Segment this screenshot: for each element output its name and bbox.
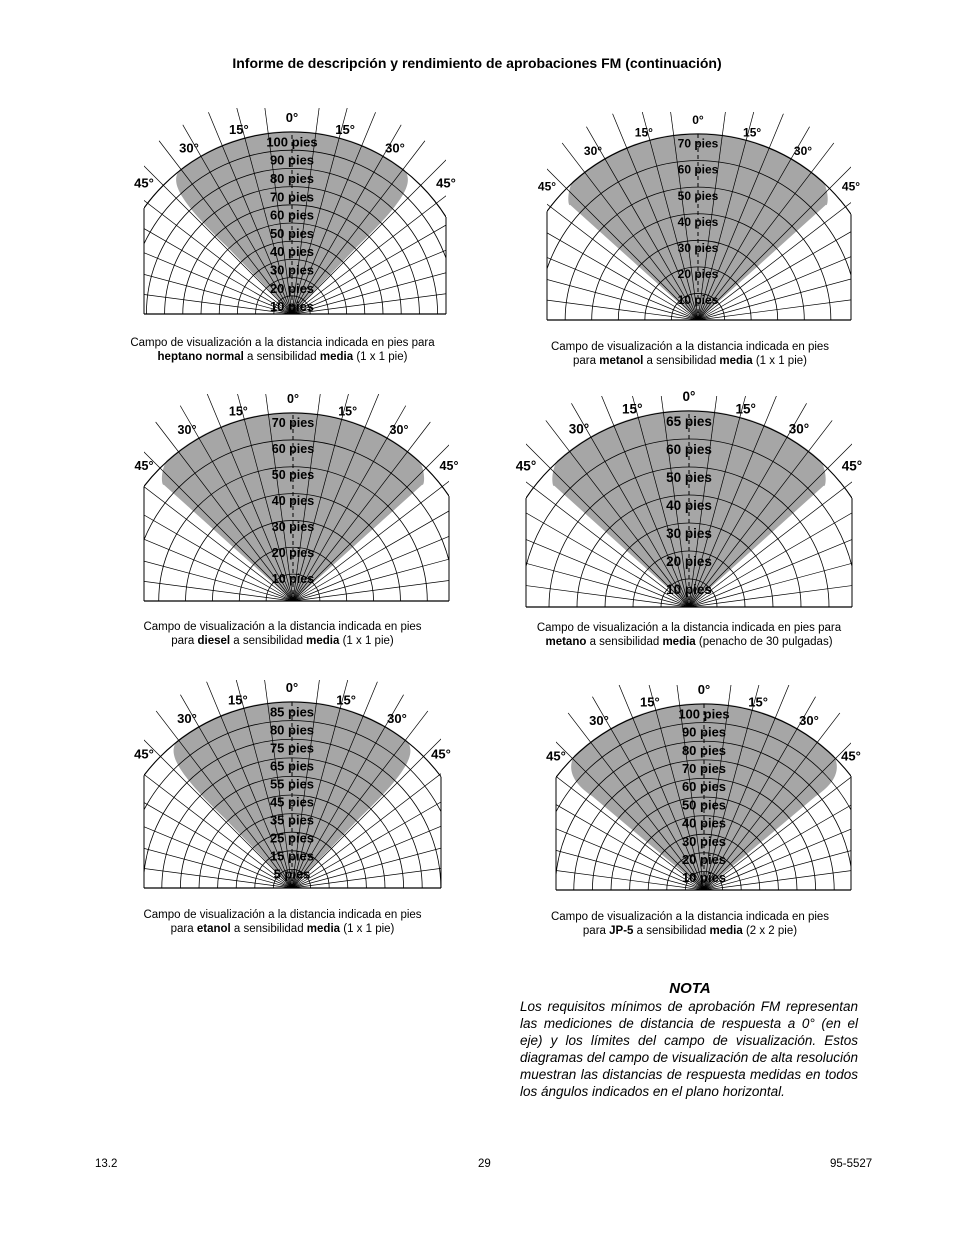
diagram-caption-heptane: Campo de visualización a la distancia indicada en pies para heptano normal a sensibilidad media (1 x 1 pie) [130,337,435,363]
distance-label: 65 pies [666,413,712,429]
angle-label-30-left: 30° [179,140,199,156]
angle-label-45-right: 45° [841,748,861,764]
distance-label: 75 pies [269,740,315,756]
angle-label-15-left: 15° [228,692,248,708]
distance-label: 100 pies [266,134,318,150]
distance-label: 65 pies [269,758,315,774]
distance-label: 20 pies [666,553,712,569]
field-of-view-diagram-diesel [134,392,459,605]
field-of-view-diagram-methanol [537,112,861,324]
distance-label: 70 pies [677,136,719,151]
distance-label: 40 pies [269,244,315,260]
angle-label-45-left: 45° [537,179,557,194]
note-body: Los requisitos mínimos de aprobación FM representan las mediciones de distancia de respuesta a 0° (en el eje) y los límites del campo de visualización. Estos diagramas del campo de visualización de alta resolución muestran las distancias de respuesta medidas en todos los ángulos indicados en el plano horizontal. [520,999,858,1099]
distance-label: 80 pies [681,742,727,758]
angle-label-30-right: 30° [793,143,813,158]
distance-label: 40 pies [677,214,719,229]
angle-label-45-left: 45° [134,459,154,474]
angle-label-45-right: 45° [436,175,456,191]
angle-label-15-left: 15° [640,694,660,710]
distance-label: 60 pies [271,442,315,456]
angle-label-30-right: 30° [387,710,407,726]
distance-label: 40 pies [271,494,315,508]
angle-label-15-left: 15° [622,401,643,417]
footer-document-number: 95-5527 [830,1158,873,1170]
distance-label: 30 pies [681,833,727,849]
distance-label: 10 pies [666,581,712,597]
angle-spoke [292,285,509,314]
angle-spoke [698,291,919,320]
diagram-caption-ethanol: Campo de visualización a la distancia indicada en pies para etanol a sensibilidad media (1 x 1 pie) [143,909,422,935]
angle-label-30-right: 30° [788,421,810,437]
angle-spoke [292,859,513,888]
distance-label: 20 pies [269,280,315,296]
angle-label-30-right: 30° [385,140,405,156]
distance-label: 50 pies [269,225,315,241]
angle-label-15-right: 15° [735,401,756,417]
distance-label: 30 pies [677,241,719,255]
distance-label: 90 pies [269,152,315,168]
angle-spoke [456,576,689,607]
distance-label: 55 pies [269,776,315,792]
angle-label-45-left: 45° [546,748,566,764]
distance-label: 80 pies [269,722,315,738]
angle-label-15-right: 15° [748,694,768,710]
angle-spoke [75,285,292,314]
angle-label-0: 0° [285,110,299,125]
field-of-view-diagram-jp5 [546,682,861,894]
distance-label: 10 pies [269,299,315,315]
distance-label: 5 pies [273,866,311,882]
distance-label: 45 pies [269,794,315,810]
distance-label: 70 pies [271,416,315,430]
distance-label: 20 pies [677,267,719,282]
distance-label: 80 pies [269,171,315,186]
angle-label-15-right: 15° [743,125,762,140]
diagram-caption-methanol: Campo de visualización a la distancia indicada en pies para metanol a sensibilidad media (1 x 1 pie) [550,341,830,367]
diagram-caption-methane: Campo de visualización a la distancia indicada en pies para metano a sensibilidad media (penacho de 30 pulgadas) [536,622,842,648]
distance-label: 20 pies [681,852,727,867]
distance-label: 50 pies [681,797,727,813]
angle-spoke [477,291,698,320]
distance-label: 70 pies [681,761,727,776]
angle-label-30-left: 30° [589,712,609,728]
angle-label-30-right: 30° [389,423,409,438]
distance-label: 30 pies [271,520,315,534]
distance-label: 60 pies [677,162,719,177]
page-title: Informe de descripción y rendimiento de aprobaciones FM (continuación) [232,55,722,71]
distance-label: 10 pies [681,870,727,886]
angle-label-45-left: 45° [515,458,537,474]
angle-label-15-left: 15° [228,404,248,419]
field-of-view-diagram-methane [515,389,863,611]
angle-label-45-left: 45° [134,175,154,191]
angle-label-30-left: 30° [583,143,603,158]
angle-label-30-right: 30° [799,712,819,728]
distance-label: 70 pies [269,189,315,205]
angle-label-15-right: 15° [338,404,358,419]
distance-label: 40 pies [666,497,712,513]
distance-label: 15 pies [269,848,315,864]
angle-label-15-right: 15° [336,692,356,708]
distance-label: 100 pies [678,706,730,722]
distance-label: 85 pies [269,704,315,720]
angle-label-15-left: 15° [634,125,653,140]
angle-label-0: 0° [692,113,704,127]
distance-label: 60 pies [666,441,712,457]
distance-label: 30 pies [269,262,315,278]
distance-label: 50 pies [271,468,315,482]
angle-label-15-right: 15° [335,122,355,138]
diagram-caption-jp5: Campo de visualización a la distancia indicada en pies para JP-5 a sensibilidad media (2 x 2 pie) [550,911,830,937]
distance-label: 20 pies [271,546,315,560]
distance-label: 60 pies [269,207,315,223]
distance-label: 30 pies [666,525,712,541]
angle-label-30-left: 30° [177,423,197,438]
diagram-caption-diesel: Campo de visualización a la distancia indicada en pies para diesel a sensibilidad media (1 x 1 pie) [143,621,422,647]
footer-section-number: 13.2 [95,1158,118,1170]
angle-label-45-right: 45° [439,459,459,474]
angle-spoke [704,861,925,890]
angle-spoke [293,572,517,601]
angle-spoke [69,572,293,601]
angle-label-30-left: 30° [177,710,197,726]
distance-label: 35 pies [269,812,315,828]
distance-label: 50 pies [666,469,712,485]
note-heading: NOTA [669,980,711,997]
distance-label: 90 pies [681,724,727,740]
angle-label-0: 0° [287,392,299,406]
distance-label: 10 pies [677,293,719,308]
distance-label: 50 pies [677,188,719,203]
angle-spoke [71,859,292,888]
angle-label-45-right: 45° [841,179,861,194]
angle-label-0: 0° [697,682,711,697]
angle-label-0: 0° [285,680,299,695]
field-of-view-diagram-heptane [134,108,456,323]
angle-label-30-left: 30° [568,421,590,437]
distance-label: 60 pies [681,779,727,795]
distance-label: 25 pies [269,830,315,846]
distance-label: 10 pies [271,572,315,586]
angle-label-45-right: 45° [841,458,863,474]
angle-label-0: 0° [682,389,696,404]
angle-spoke [483,861,704,890]
angle-label-45-left: 45° [134,746,154,762]
angle-spoke [689,576,922,607]
distance-label: 40 pies [681,815,727,831]
angle-label-45-right: 45° [431,746,451,762]
angle-label-15-left: 15° [229,122,249,138]
footer-page-number: 29 [478,1158,491,1170]
field-of-view-diagram-ethanol [134,680,451,892]
